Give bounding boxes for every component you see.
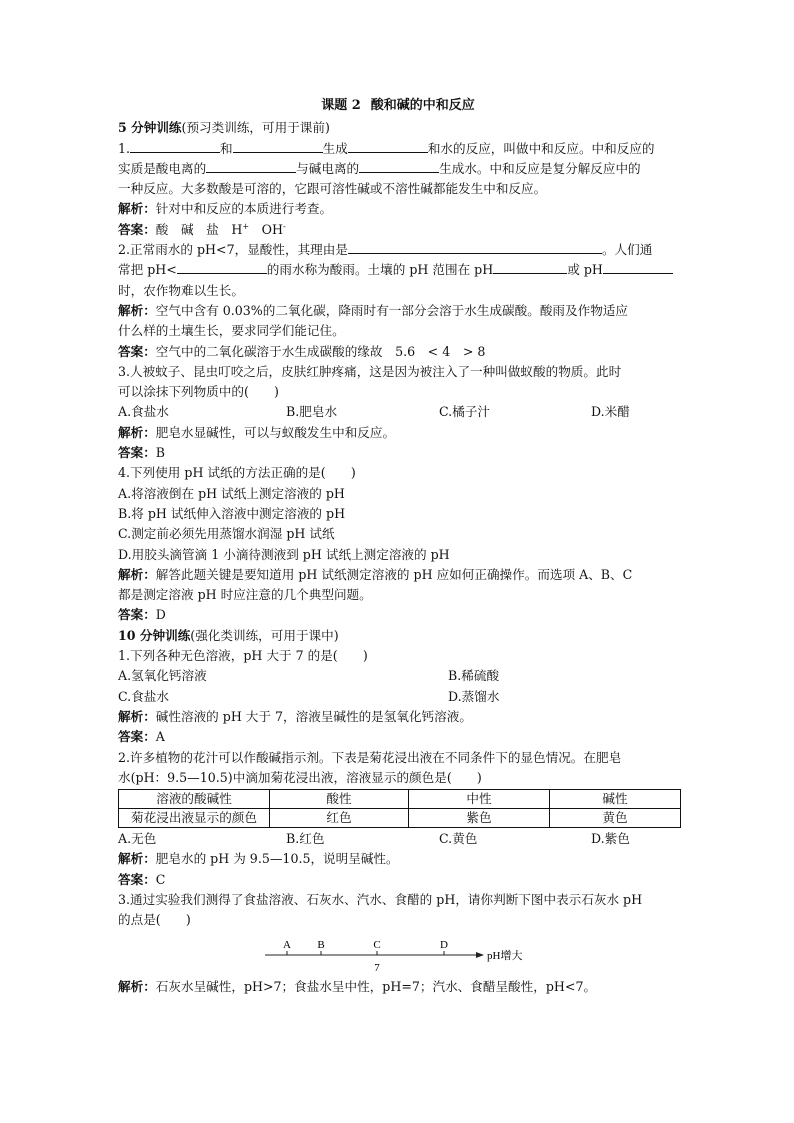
fill-blank — [206, 159, 296, 173]
fill-blank — [348, 139, 428, 153]
question-line — [118, 139, 678, 159]
table-cell: 酸性 — [270, 790, 409, 809]
answer-text: B — [155, 445, 166, 461]
answer — [118, 605, 678, 625]
answer-text: D — [155, 607, 166, 623]
answer-text: 酸 碱 盐 H — [155, 221, 243, 237]
point-label-b: B — [317, 938, 325, 951]
option-d: D.用胶头滴管滴 1 小滴待测液到 pH 试纸上测定溶液的 pH — [118, 546, 450, 562]
analysis-text: 石灰水呈碱性，pH>7；食盐水呈中性，pH=7；汽水、食醋呈酸性，pH<7。 — [155, 978, 597, 994]
answer-label: 答案： — [118, 445, 156, 461]
analysis-label: 解析： — [118, 302, 156, 318]
question-line: 的点是( ) — [118, 912, 191, 928]
answer — [118, 220, 678, 240]
option-b: B.肥皂水 — [286, 404, 338, 420]
table-cell: 菊花浸出液显示的颜色 — [119, 809, 270, 828]
answer — [118, 443, 678, 463]
title-prefix: 课题 2 — [321, 98, 361, 113]
section-label: 10 分钟训练 — [118, 627, 191, 643]
tick-label-7: 7 — [374, 961, 380, 974]
question-line: 一种反应。大多数酸是可溶的，它跟可溶性碱或不溶性碱都能发生中和反应。 — [118, 181, 547, 197]
analysis — [118, 423, 678, 443]
page-title — [118, 96, 678, 116]
ph-axis-figure — [118, 931, 678, 977]
fill-blank — [233, 139, 323, 153]
section-note: (预习类训练，可用于课前) — [181, 120, 330, 136]
fill-blank — [359, 159, 439, 173]
fill-blank — [130, 139, 220, 153]
options-row — [118, 402, 678, 422]
question-line: 可以涂抹下列物质中的( ) — [118, 384, 279, 400]
option-a: A.氢氧化钙溶液 — [118, 668, 207, 684]
answer-label: 答案： — [118, 343, 156, 359]
analysis — [118, 565, 678, 585]
arrow-head-icon — [476, 952, 484, 958]
section-header — [118, 118, 678, 138]
section-label: 5 分钟训练 — [118, 120, 182, 136]
fill-blank — [603, 260, 673, 274]
analysis-text: 什么样的土壤生长，要求同学们能记住。 — [118, 323, 345, 339]
title-main: 酸和碱的中和反应 — [370, 98, 475, 113]
point-label-c: C — [373, 938, 381, 951]
option-b: B.将 pH 试纸伸入溶液中测定溶液的 pH — [118, 505, 346, 521]
question-line — [118, 240, 678, 260]
fill-blank — [493, 260, 567, 274]
analysis — [118, 707, 678, 727]
analysis-text: 碱性溶液的 pH 大于 7，溶液呈碱性的是氢氧化钙溶液。 — [155, 708, 472, 724]
answer-label: 答案： — [118, 607, 156, 623]
table-cell: 溶液的酸碱性 — [119, 790, 270, 809]
question-line: 4.下列使用 pH 试纸的方法正确的是( ) — [118, 465, 356, 481]
question-line — [118, 159, 678, 179]
analysis-text: 肥皂水显碱性，可以与蚁酸发生中和反应。 — [155, 424, 396, 440]
text: 或 pH — [567, 262, 603, 278]
option-b: B.红色 — [286, 831, 325, 847]
text: 1. — [118, 140, 131, 156]
section-note: (强化类训练，可用于课中) — [190, 627, 339, 643]
analysis-label: 解析： — [118, 201, 156, 217]
question-line: 时，农作物难以生长。 — [118, 282, 244, 298]
worksheet — [118, 96, 678, 997]
superscript: + — [242, 221, 250, 231]
analysis — [118, 301, 678, 321]
table-cell: 紫色 — [409, 809, 550, 828]
analysis-label: 解析： — [118, 424, 156, 440]
analysis — [118, 849, 678, 869]
table-cell: 碱性 — [550, 790, 681, 809]
axis-label: pH增大 — [487, 949, 523, 962]
text: 生成水。中和反应是复分解反应中的 — [439, 160, 641, 176]
text: 2.正常雨水的 pH<7，显酸性，其理由是 — [118, 242, 348, 258]
table-row — [119, 790, 681, 809]
fill-blank — [348, 240, 602, 254]
analysis-text: 都是测定溶液 pH 时应注意的几个典型问题。 — [118, 587, 372, 603]
analysis — [118, 199, 678, 219]
option-d: D.蒸馏水 — [448, 688, 500, 704]
option-d: D.紫色 — [591, 831, 630, 847]
option-a: A.无色 — [118, 831, 157, 847]
text: 和 — [220, 140, 233, 156]
analysis-label: 解析： — [118, 851, 156, 867]
option-c: C.测定前必须先用蒸馏水润湿 pH 试纸 — [118, 526, 335, 542]
color-table — [118, 789, 681, 828]
table-cell: 红色 — [270, 809, 409, 828]
table-cell: 中性 — [409, 790, 550, 809]
analysis-label: 解析： — [118, 978, 156, 994]
section-header — [118, 626, 678, 646]
question-line: 2.许多植物的花汁可以作酸碱指示剂。下表是菊花浸出液在不同条件下的显色情况。在肥皂 — [118, 749, 622, 765]
text: 与碱电离的 — [296, 160, 360, 176]
analysis-text: 肥皂水的 pH 为 9.5—10.5，说明呈碱性。 — [155, 851, 399, 867]
fill-blank — [177, 260, 267, 274]
option-a: A.食盐水 — [118, 404, 169, 420]
option-c: C.黄色 — [439, 831, 478, 847]
analysis-label: 解析： — [118, 566, 156, 582]
answer-text: OH — [249, 221, 283, 237]
analysis — [118, 977, 678, 997]
ph-number-line — [118, 931, 678, 977]
analysis-text: 针对中和反应的本质进行考查。 — [155, 201, 333, 217]
text: 实质是酸电离的 — [118, 160, 207, 176]
question-line: 1.下列各种无色溶液，pH 大于 7 的是( ) — [118, 648, 368, 664]
answer-label: 答案： — [118, 221, 156, 237]
table-cell: 黄色 — [550, 809, 681, 828]
analysis-text: 解答此题关键是要知道用 pH 试纸测定溶液的 pH 应如何正确操作。而选项 A、B、C — [155, 566, 633, 582]
option-c: C.食盐水 — [118, 688, 169, 704]
answer — [118, 727, 678, 747]
question-line: 3.通过实验我们测得了食盐溶液、石灰水、汽水、食醋的 pH，请你判断下图中表示石灰水 pH — [118, 891, 643, 907]
options-row — [118, 687, 678, 707]
answer — [118, 342, 678, 362]
option-c: C.橘子汁 — [439, 404, 490, 420]
text: 常把 pH< — [118, 262, 177, 278]
question-line — [118, 260, 678, 280]
answer-label: 答案： — [118, 871, 156, 887]
text: 和水的反应，叫做中和反应。中和反应的 — [427, 140, 655, 156]
analysis-label: 解析： — [118, 708, 156, 724]
answer-text: A — [155, 729, 165, 745]
options-row — [118, 829, 678, 849]
answer-text: 空气中的二氧化碳溶于水生成碳酸的缘故 5.6 < 4 > 8 — [155, 343, 486, 359]
text: 的雨水称为酸雨。土壤的 pH 范围在 pH — [266, 262, 494, 278]
point-label-d: D — [440, 938, 448, 951]
text: 。人们通 — [601, 242, 653, 258]
options-row — [118, 666, 678, 686]
question-line: 3.人被蚊子、昆虫叮咬之后，皮肤红肿疼痛，这是因为被注入了一种叫做蚁酸的物质。此时 — [118, 363, 622, 379]
text: 生成 — [322, 140, 348, 156]
answer-text: C — [155, 871, 166, 887]
question-line: 水(pH：9.5—10.5)中滴加菊花浸出液，溶液显示的颜色是( ) — [118, 769, 482, 785]
option-b: B.稀硫酸 — [448, 668, 500, 684]
answer-label: 答案： — [118, 729, 156, 745]
superscript: - — [282, 221, 286, 231]
table-row — [119, 809, 681, 828]
option-d: D.米醋 — [591, 404, 630, 420]
answer — [118, 870, 678, 890]
option-a: A.将溶液倒在 pH 试纸上测定溶液的 pH — [118, 485, 345, 501]
point-label-a: A — [283, 938, 291, 951]
analysis-text: 空气中含有 0.03%的二氧化碳，降雨时有一部分会溶于水生成碳酸。酸雨及作物适应 — [155, 302, 628, 318]
